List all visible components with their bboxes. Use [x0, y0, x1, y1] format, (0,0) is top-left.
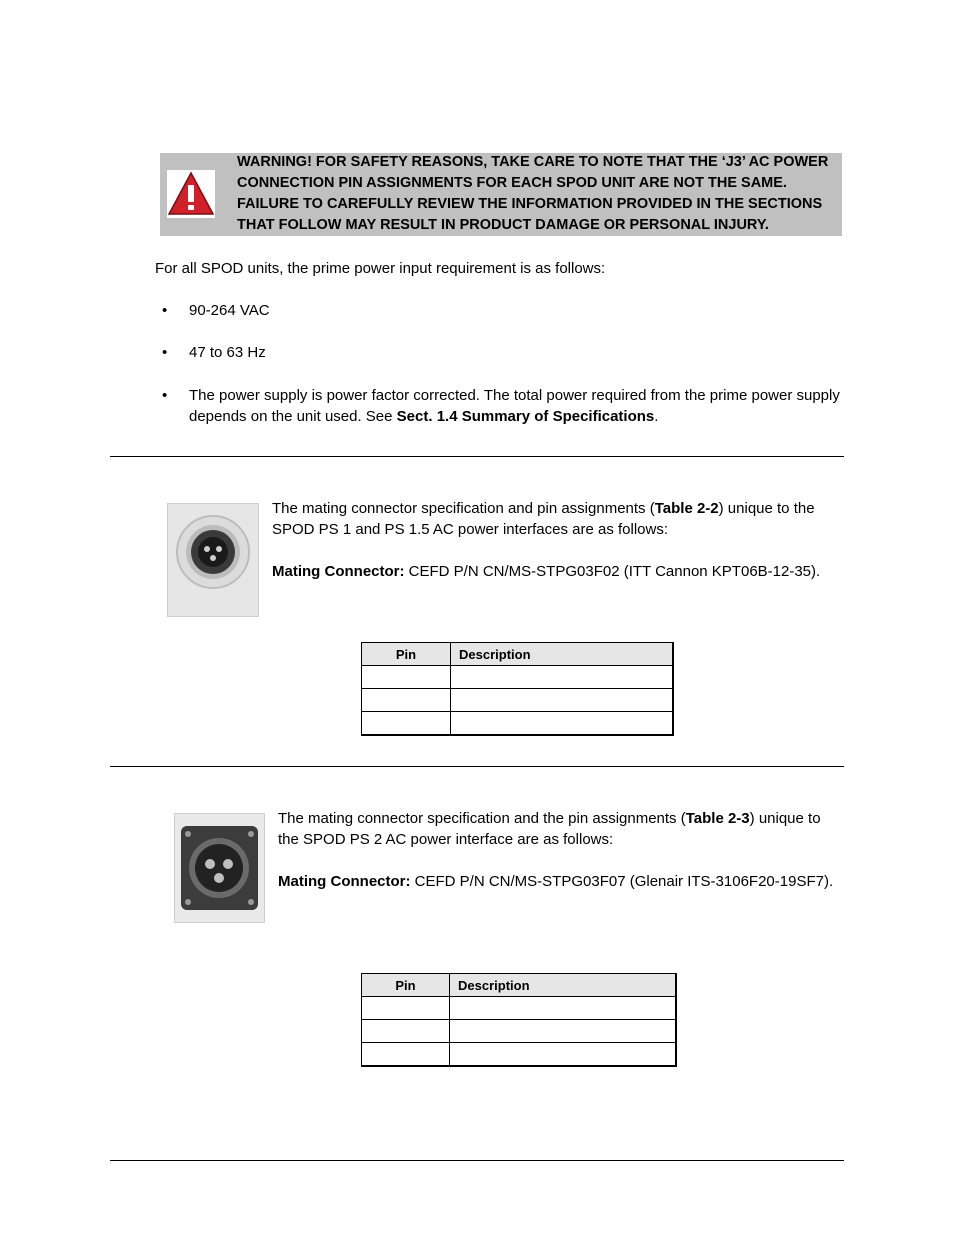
bullet-icon: •	[162, 302, 168, 319]
connector-photo-ps2	[174, 813, 265, 923]
list-item: • 47 to 63 Hz	[162, 344, 266, 361]
table-row	[362, 689, 674, 712]
section2-paragraph: The mating connector specification and the pin assignments (Table 2-3) unique to the SPOD PS 2 AC power interface are as follows:	[278, 810, 821, 848]
pin-table-2-3	[361, 973, 677, 1067]
pin-header: Pin	[362, 974, 450, 997]
warning-triangle-icon	[167, 170, 215, 218]
spec-reference: Sect. 1.4 Summary of Specifications	[396, 408, 655, 425]
connector-photo-ps1	[167, 503, 259, 617]
description-header: Description	[450, 974, 677, 997]
table-row	[362, 1020, 677, 1043]
footer-divider	[110, 1160, 844, 1161]
pin-table-2-2	[361, 642, 674, 736]
section2-mating-connector: Mating Connector: CEFD P/N CN/MS-STPG03F07 (Glenair ITS-3106F20-19SF7).	[278, 873, 834, 890]
list-item: • 90-264 VAC	[162, 302, 270, 319]
table-row	[362, 712, 674, 736]
intro-text: For all SPOD units, the prime power input requirement is as follows:	[155, 260, 606, 277]
table-row	[362, 1043, 677, 1067]
section-divider	[110, 766, 844, 767]
section1-mating-connector: Mating Connector: CEFD P/N CN/MS-STPG03F02 (ITT Cannon KPT06B-12-35).	[272, 563, 821, 580]
section-divider	[110, 456, 844, 457]
description-header: Description	[451, 643, 674, 666]
table-row	[362, 666, 674, 689]
table-reference: Table 2-2	[654, 500, 719, 517]
pin-header: Pin	[362, 643, 451, 666]
section1-paragraph: The mating connector specification and pin assignments (Table 2-2) unique to the SPOD PS 1 and PS 1.5 AC power interfaces are as follows:	[272, 500, 815, 538]
bullet-icon: •	[162, 387, 168, 404]
list-item: • The power supply is power factor corrected. The total power required from the prime power supply depends on the unit used. See Sect. 1.4 Summary of Specifications.	[162, 387, 840, 425]
warning-text: WARNING! FOR SAFETY REASONS, TAKE CARE TO NOTE THAT THE ‘J3’ AC POWER CONNECTION PIN ASSIGNMENTS FOR EACH SPOD UNIT ARE NOT THE SAME. FAILURE TO CAREFULLY REVIEW THE INFORMATION PROVIDED IN THE SECTIONS THAT FOLLOW MAY RESULT IN PRODUCT DAMAGE OR PERSONAL INJURY.	[237, 154, 829, 233]
table-reference: Table 2-3	[685, 810, 750, 827]
table-row	[362, 997, 677, 1020]
bullet-icon: •	[162, 344, 168, 361]
